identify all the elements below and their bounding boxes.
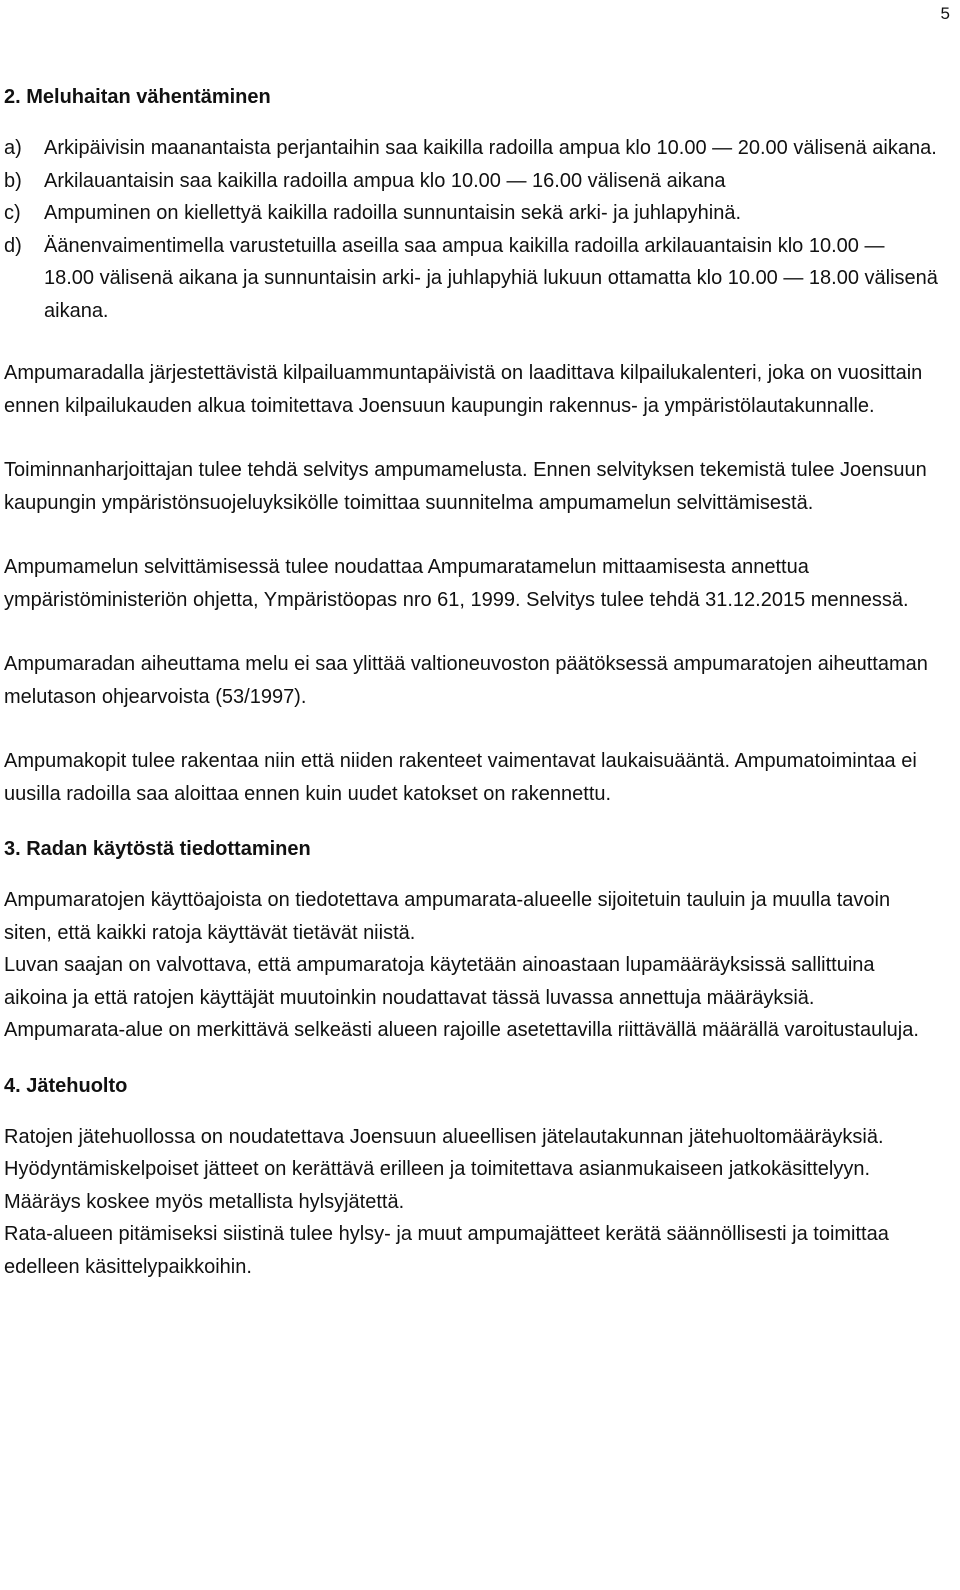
list-item-text: Ampuminen on kiellettyä kaikilla radoilla sunnuntaisin sekä arki- ja juhlapyhinä. xyxy=(44,202,742,224)
list-item xyxy=(4,165,939,198)
paragraph-kilpailukalenteri: Ampumaradalla järjestettävistä kilpailuammuntapäivistä on laadittava kilpailukalenteri, joka on vuosittain ennen kilpailukauden alkua toimitettava Joensuun kaupungin rakennus- ja ympäristölautakunnalle. xyxy=(4,362,923,417)
list-item-letter: c) xyxy=(4,202,21,224)
paragraph-selvitys-ampumamelusta: Toiminnanharjoittajan tulee tehdä selvitys ampumamelusta. Ennen selvityksen tekemistä tulee Joensuun kaupungin ympäristönsuojeluyksikölle toimittaa suunnitelma ampumamelun selvittämisestä. xyxy=(4,459,927,514)
list-item-letter: b) xyxy=(4,169,22,192)
spacer xyxy=(4,810,939,832)
list-item xyxy=(4,230,939,328)
list-item-letter: d) xyxy=(4,234,22,257)
list-item-text: Äänenvaimentimella varustetuilla aseilla saa ampua kaikilla radoilla arkilauantaisin klo 10.00 — 18.00 välisenä aikana ja sunnuntaisin arki- ja juhlapyhiä lukuun ottamatta klo 10.00 — 18.00 välisenä aikana. xyxy=(44,234,938,322)
list-item-letter: a) xyxy=(4,137,22,159)
section-heading-meluhaitan-vahentaminen: 2. Meluhaitan vähentäminen xyxy=(4,86,271,108)
paragraph-rata-alueen-siisteys: Rata-alueen pitämiseksi siistinä tulee hylsy- ja muut ampumajätteet kerätä säännöllisesti ja toimittaa edelleen käsittelypaikkoihin. xyxy=(4,1223,889,1278)
spacer xyxy=(4,1047,939,1069)
paragraph-jatehuolto: Ratojen jätehuollossa on noudatettava Joensuun alueellisen jätelautakunnan jätehuoltomääräyksiä. Hyödyntämiskelpoiset jätteet on kerättävä erilleen ja toimitettava asianmukaiseen jatkokäsittelyyn. Määräys koskee myös metallista hylsyjätettä. xyxy=(4,1125,884,1213)
section-heading-radan-kaytosta-tiedottaminen: 3. Radan käytöstä tiedottaminen xyxy=(4,838,311,860)
section-heading-jatehuolto: 4. Jätehuolto xyxy=(4,1074,128,1097)
list-item-text: Arkilauantaisin saa kaikilla radoilla ampua klo 10.00 — 16.00 välisenä aikana xyxy=(44,169,726,192)
paragraph-ampumakopit: Ampumakopit tulee rakentaa niin että niiden rakenteet vaimentavat laukaisuääntä. Ampumatoimintaa ei uusilla radoilla saa aloittaa ennen kuin uudet katokset on rakennettu. xyxy=(4,750,917,805)
noise-rules-list xyxy=(4,132,939,327)
paragraph-ohjearvot: Ampumaradan aiheuttama melu ei saa ylittää valtioneuvoston päätöksessä ampumaratojen aiheuttaman melutason ohjearvoista (53/1997). xyxy=(4,653,928,708)
paragraph-luvan-saajan-valvonta: Luvan saajan on valvottava, että ampumaratoja käytetään ainoastaan lupamääräyksissä sallittuina aikoina ja että ratojen käyttäjät muutoinkin noudattavat tässä luvassa annettuja määräyksiä. Ampumarata-alue on merkittävä selkeästi alueen rajoille asetettavilla riittävällä määrällä varoitustauluja. xyxy=(4,954,919,1041)
paragraph-kayttoajat: Ampumaratojen käyttöajoista on tiedotettava ampumarata-alueelle sijoitetuin tauluin ja muulla tavoin siten, että kaikki ratoja käyttävät tietävät niistä. xyxy=(4,889,891,944)
paragraph-melun-selvittaminen: Ampumamelun selvittämisessä tulee noudattaa Ampumaratamelun mittaamisesta annettua ympäristöministeriön ohjetta, Ympäristöopas nro 61, 1999. Selvitys tulee tehdä 31.12.2015 mennessä. xyxy=(4,556,909,611)
list-item xyxy=(4,197,939,230)
list-item-text: Arkipäivisin maanantaista perjantaihin saa kaikilla radoilla ampua klo 10.00 — 20.00 välisenä aikana. xyxy=(44,137,937,159)
document-body xyxy=(4,80,939,1283)
list-item xyxy=(4,132,939,165)
page-number: 5 xyxy=(940,4,950,23)
